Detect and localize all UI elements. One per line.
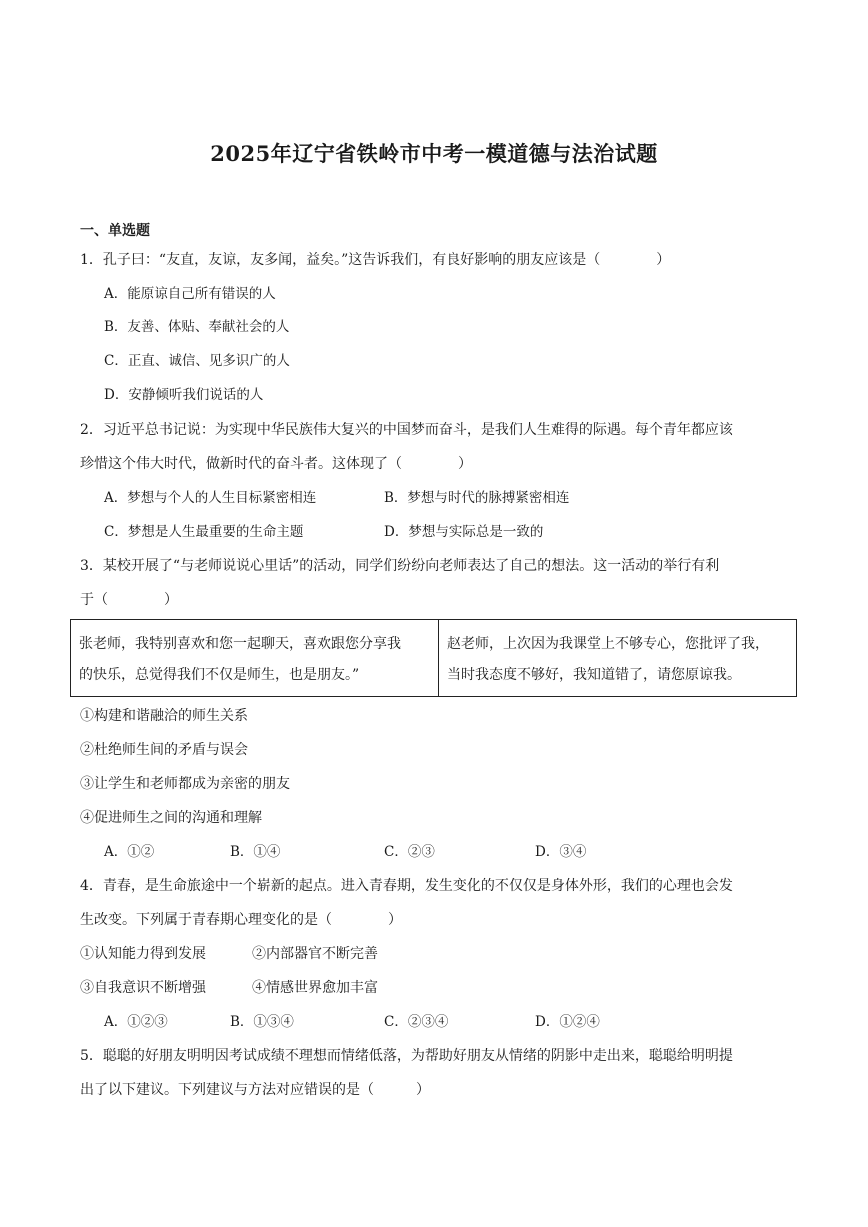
quote-left-line-1: 张老师，我特别喜欢和您一起聊天，喜欢跟您分享我	[79, 636, 401, 652]
question-4-option-d: D．①②④	[535, 1014, 600, 1030]
quote-left-line-2: 的快乐，总觉得我们不仅是师生，也是朋友。”	[79, 667, 360, 683]
quote-right-line-1: 赵老师，上次因为我课堂上不够专心，您批评了我，	[447, 636, 769, 652]
question-3-option-b: B．①④	[230, 844, 281, 860]
quote-table	[70, 619, 797, 697]
question-2-option-d: D．梦想与实际总是一致的	[384, 524, 544, 540]
question-1-option-d: D．安静倾听我们说话的人	[104, 387, 264, 403]
question-1-option-c: C．正直、诚信、见多识广的人	[104, 353, 290, 369]
question-4-option-b: B．①③④	[230, 1014, 294, 1030]
quote-cell-left	[71, 620, 439, 696]
question-3-stem-line-1: 3．某校开展了“与老师说说心里话”的活动，同学们纷纷向老师表达了自己的想法。这一活动的举行有利	[80, 558, 720, 574]
question-3-stem-line-2: 于（ ）	[80, 592, 178, 608]
question-4-statement-1: ①认知能力得到发展	[80, 946, 206, 962]
quote-right-line-2: 当时我态度不够好，我知道错了，请您原谅我。	[447, 667, 741, 683]
question-5-stem-line-2: 出了以下建议。下列建议与方法对应错误的是（ ）	[80, 1082, 430, 1098]
question-4-option-a: A．①②③	[104, 1014, 168, 1030]
question-1-stem: 1．孔子曰：“友直，友谅，友多闻，益矣。”这告诉我们，有良好影响的朋友应该是（ ）	[80, 252, 671, 268]
question-3-statement-3: ③让学生和老师都成为亲密的朋友	[80, 776, 290, 792]
section-heading: 一、单选题	[80, 223, 150, 239]
question-2-option-b: B．梦想与时代的脉搏紧密相连	[384, 490, 570, 506]
question-1-option-b: B．友善、体贴、奉献社会的人	[104, 319, 290, 335]
question-3-statement-4: ④促进师生之间的沟通和理解	[80, 810, 262, 826]
question-5-stem-line-1: 5．聪聪的好朋友明明因考试成绩不理想而情绪低落，为帮助好朋友从情绪的阴影中走出来，聪聪给明明提	[80, 1048, 733, 1064]
question-3-option-c: C．②③	[384, 844, 435, 860]
question-2-option-c: C．梦想是人生最重要的生命主题	[104, 524, 304, 540]
question-3-option-a: A．①②	[104, 844, 155, 860]
question-4-statement-3: ③自我意识不断增强	[80, 980, 206, 996]
question-2-option-a: A．梦想与个人的人生目标紧密相连	[104, 490, 317, 506]
page-title: 2025年辽宁省铁岭市中考一模道德与法治试题	[210, 141, 658, 166]
question-4-statement-2: ②内部器官不断完善	[252, 946, 378, 962]
question-4-stem-line-1: 4．青春，是生命旅途中一个崭新的起点。进入青春期，发生变化的不仅仅是身体外形，我们的心理也会发	[80, 878, 733, 894]
question-2-stem-line-2: 珍惜这个伟大时代，做新时代的奋斗者。这体现了（ ）	[80, 456, 472, 472]
question-1-option-a: A．能原谅自己所有错误的人	[104, 286, 276, 302]
quote-cell-right	[439, 620, 796, 696]
question-4-stem-line-2: 生改变。下列属于青春期心理变化的是（ ）	[80, 912, 402, 928]
question-2-stem-line-1: 2．习近平总书记说：为实现中华民族伟大复兴的中国梦而奋斗，是我们人生难得的际遇。每个青年都应该	[80, 422, 733, 438]
question-3-statement-2: ②杜绝师生间的矛盾与误会	[80, 742, 248, 758]
question-4-statement-4: ④情感世界愈加丰富	[252, 980, 378, 996]
question-4-option-c: C．②③④	[384, 1014, 449, 1030]
question-3-option-d: D．③④	[535, 844, 587, 860]
question-3-statement-1: ①构建和谐融洽的师生关系	[80, 708, 248, 724]
